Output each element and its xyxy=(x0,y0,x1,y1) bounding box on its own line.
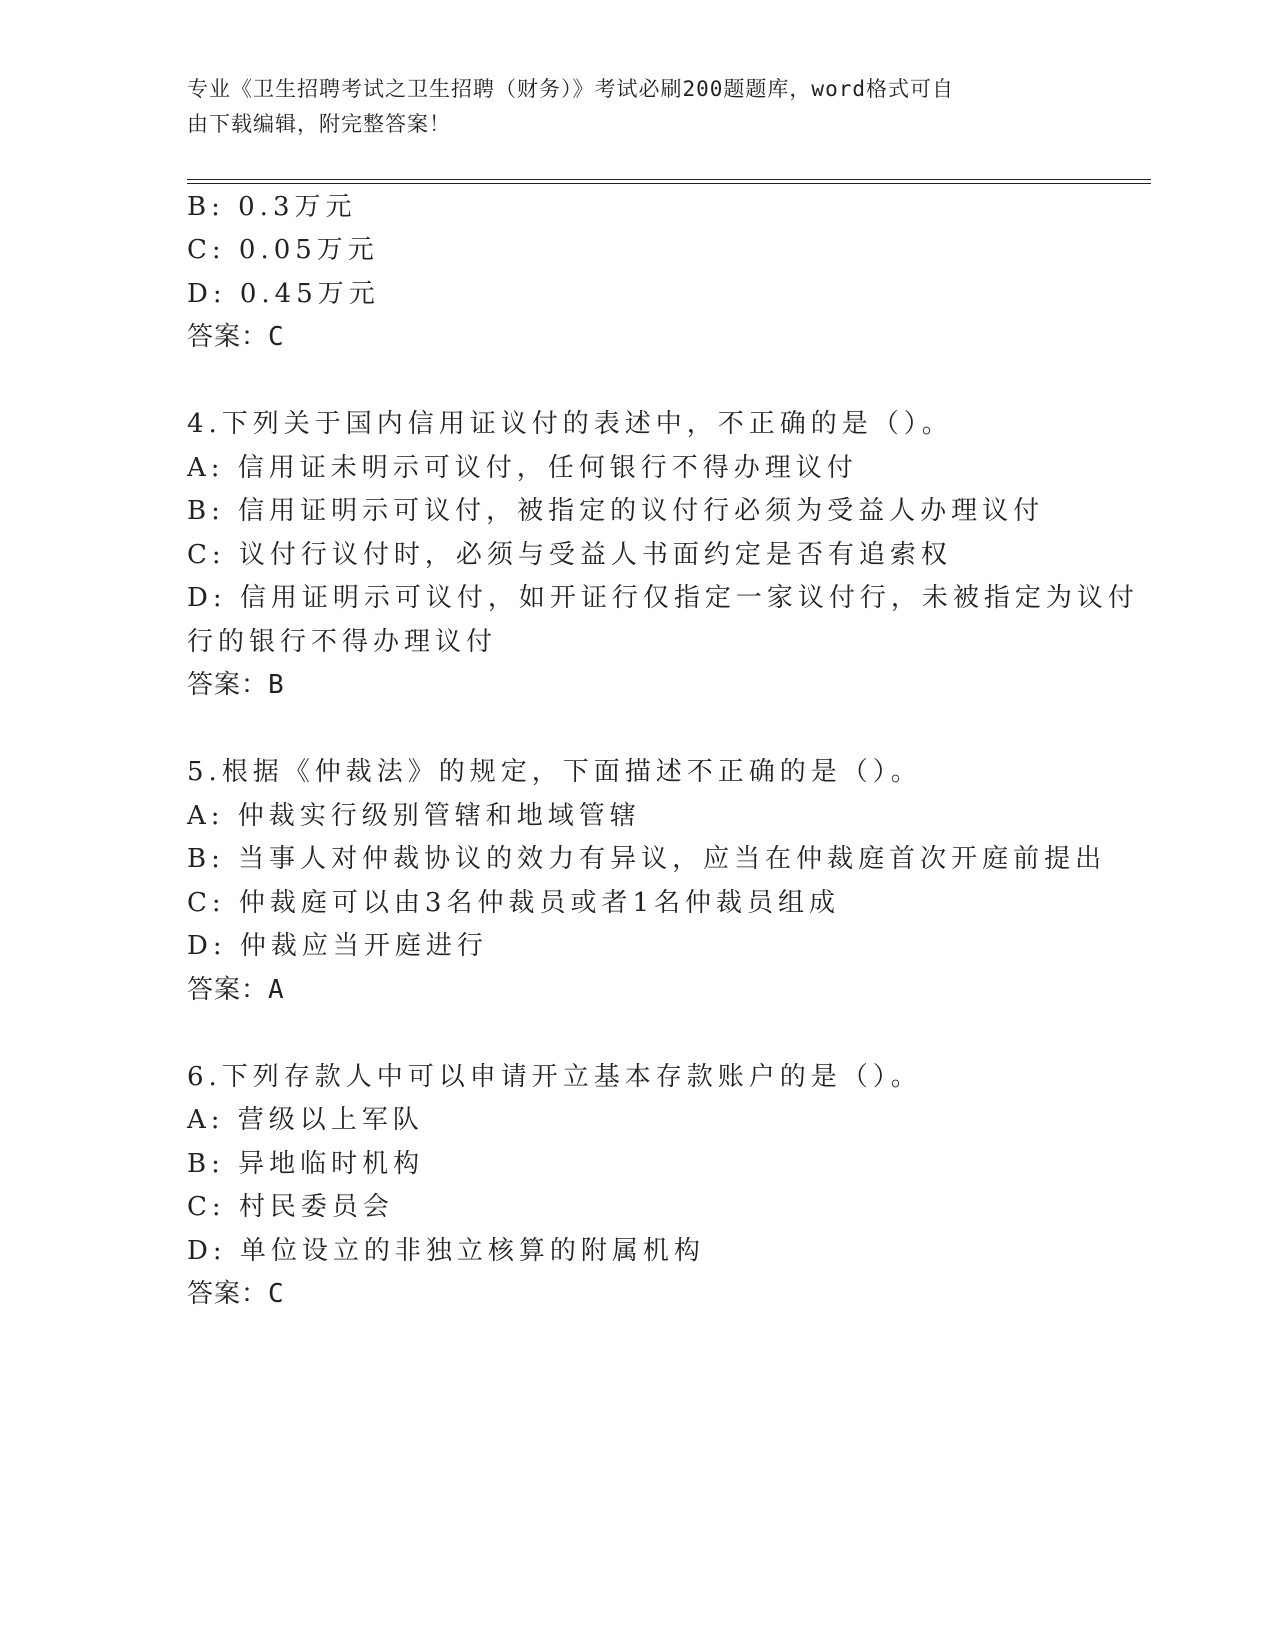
q5-question: 5.根据《仲裁法》的规定，下面描述不正确的是（）。 xyxy=(187,757,922,787)
q4-answer: 答案：B xyxy=(187,670,285,700)
q6-option-b: B: 异地临时机构 xyxy=(187,1149,425,1179)
q6-option-a: A: 营级以上军队 xyxy=(187,1105,424,1135)
q3-option-d: D: 0.45万元 xyxy=(187,279,380,309)
q6-answer: 答案：C xyxy=(187,1279,285,1309)
q3-option-c: C: 0.05万元 xyxy=(187,235,379,265)
q4-question: 4.下列关于国内信用证议付的表述中，不正确的是（）。 xyxy=(187,409,953,439)
q5-option-c: C: 仲裁庭可以由3名仲裁员或者1名仲裁员组成 xyxy=(187,888,841,918)
header-divider-top xyxy=(187,179,1151,180)
q4-option-d-line-2: 行的银行不得办理议付 xyxy=(187,627,498,657)
q4-option-a: A: 信用证未明示可议付，任何银行不得办理议付 xyxy=(187,453,858,483)
q3-option-b: B: 0.3万元 xyxy=(187,192,357,222)
header-divider-bottom xyxy=(187,183,1151,184)
q4-option-d-line-1: D: 信用证明示可议付，如开证行仅指定一家议付行，未被指定为议付 xyxy=(187,583,1139,613)
q5-option-b: B: 当事人对仲裁协议的效力有异议，应当在仲裁庭首次开庭前提出 xyxy=(187,844,1107,874)
q6-option-c: C: 村民委员会 xyxy=(187,1192,394,1222)
q5-option-d: D: 仲裁应当开庭进行 xyxy=(187,931,488,961)
q4-option-c: C: 议付行议付时，必须与受益人书面约定是否有追索权 xyxy=(187,540,952,570)
q5-option-a: A: 仲裁实行级别管辖和地域管辖 xyxy=(187,801,641,831)
q3-answer: 答案：C xyxy=(187,322,285,352)
q6-question: 6.下列存款人中可以申请开立基本存款账户的是（）。 xyxy=(187,1062,922,1092)
header-title-line-2: 由下载编辑，附完整答案！ xyxy=(187,112,451,136)
document-header xyxy=(187,72,1067,142)
header-title-line-1: 专业《卫生招聘考试之卫生招聘（财务）》考试必刷200题题库，word格式可自 xyxy=(187,77,954,101)
q6-option-d: D: 单位设立的非独立核算的附属机构 xyxy=(187,1236,705,1266)
q4-option-b: B: 信用证明示可议付，被指定的议付行必须为受益人办理议付 xyxy=(187,496,1045,526)
q5-answer: 答案：A xyxy=(187,975,285,1005)
